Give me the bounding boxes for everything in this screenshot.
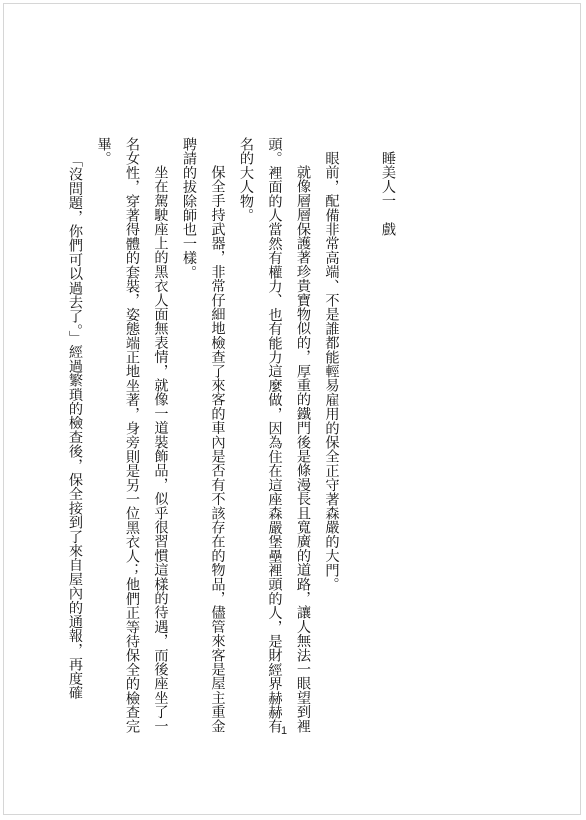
header-title: 睡美人一 戲 — [380, 151, 396, 237]
paragraph-1: 眼前，配備非常高端、不是誰都能輕易雇用的保全正守著森嚴的大門。 — [323, 151, 340, 592]
page-number: 1 — [280, 725, 288, 737]
paragraph-3: 保全手持武器，非常仔細地檢查了來客的車內是否有不該存在的物品，儘管來客是屋主重金聘請的拔除師也一樣。 — [181, 137, 226, 734]
paragraph-4: 坐在駕駛座上的黑衣人面無表情，就像一道裝飾品，似乎很習慣這樣的待遇，而後座坐了一名女性，穿著得體的套裝，姿態端正地坐著，身旁則是另一位黑衣人；他們正等待保全的檢查完畢。 — [95, 137, 169, 734]
paragraph-5: 「沒問題，你們可以過去了。」經過繁瑣的檢查後，保全接到了來自屋內的通報，再度確 — [67, 152, 83, 700]
paragraph-2: 就像層層保護著珍貴寶物似的，厚重的鐵門後是條漫長且寬廣的道路，讓人無法一眼望到裡頭。裡面的人當然有權力、也有能力這麼做，因為住在這座森嚴堡壘裡頭的人，是財經界赫赫有名的大人物。 — [238, 137, 311, 734]
vertical-text-block — [67, 137, 402, 737]
document-page — [3, 3, 581, 815]
